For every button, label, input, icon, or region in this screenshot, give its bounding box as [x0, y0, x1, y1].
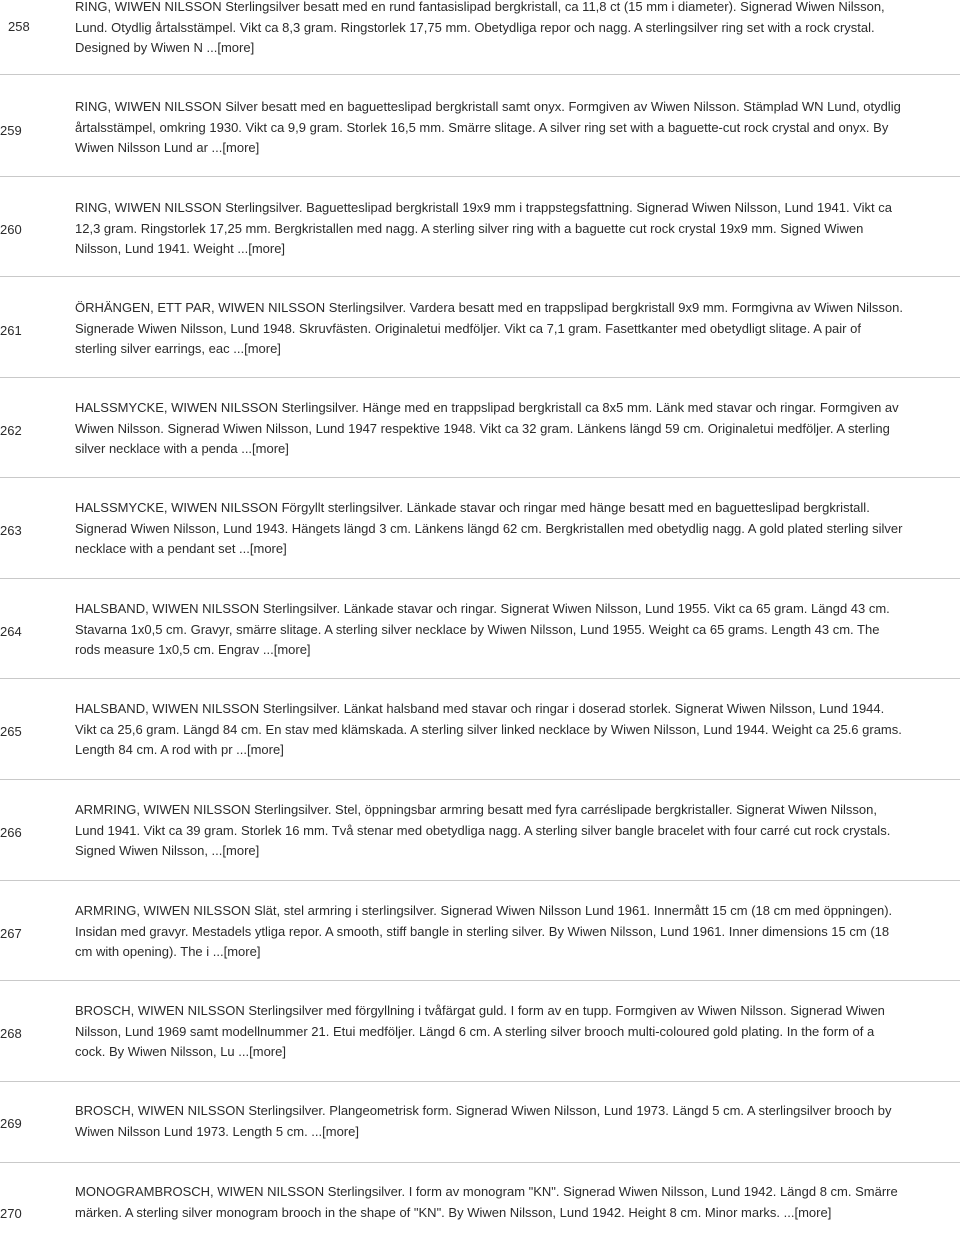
lot-description — [75, 800, 905, 862]
lot-row-268 — [0, 981, 960, 1081]
more-link[interactable]: [more] — [249, 541, 287, 556]
lot-row-264 — [0, 579, 960, 679]
lot-row-265 — [0, 679, 960, 779]
lot-row-259 — [0, 75, 960, 175]
lot-description — [75, 97, 905, 159]
more-link[interactable]: [more] — [223, 944, 261, 959]
more-link[interactable]: [more] — [249, 1044, 286, 1059]
lot-number: 263 — [0, 523, 22, 538]
lot-number: 261 — [0, 323, 22, 338]
lot-row-267 — [0, 881, 960, 981]
lot-description-text: RING, WIWEN NILSSON Sterlingsilver besatt med en rund fantasislipad bergkristall, ca 11,8 ct (15 mm i diameter). Signerad Wiwen Nilsson, Lund. Otydlig årtalsstämpel. Vikt ca 8,3 gram. Ringstorlek 17,75 mm. Obetydliga repor och nagg. A sterlingsilver ring set with a rock crystal. Designed by Wiwen N ... — [75, 0, 885, 55]
lot-row-263 — [0, 478, 960, 578]
lot-description-text: RING, WIWEN NILSSON Silver besatt med en baguetteslipad bergkristall samt onyx. Formgiven av Wiwen Nilsson. Stämplad WN Lund, otydlig årtalsstämpel, omkring 1930. Vikt ca 9,9 gram. Storlek 16,5 mm. Smärre slitage. A silver ring set with a baguette-cut rock crystal and onyx. By Wiwen Nilsson Lund ar ... — [75, 99, 901, 155]
lot-row-270 — [0, 1163, 960, 1260]
lot-row-262 — [0, 378, 960, 478]
lot-description — [75, 901, 905, 963]
more-link[interactable]: [more] — [217, 40, 255, 55]
more-link[interactable]: [more] — [273, 642, 311, 657]
lot-number: 260 — [0, 222, 22, 237]
lot-description — [75, 198, 905, 260]
more-link[interactable]: [more] — [248, 241, 286, 256]
lot-number: 262 — [0, 423, 22, 438]
lot-number: 264 — [0, 624, 22, 639]
lot-description-text: BROSCH, WIWEN NILSSON Sterlingsilver med förgyllning i tvåfärgat guld. I form av en tupp. Formgiven av Wiwen Nilsson. Signerad Wiwen Nilsson, Lund 1969 samt modellnummer 21. Etui medföljer. Längd 6 cm. A sterling silver brooch multi-coloured gold plating. In the form of a cock. By Wiwen Nilsson, Lu ... — [75, 1003, 885, 1059]
lot-description — [75, 398, 905, 460]
lot-description — [75, 0, 905, 59]
more-link[interactable]: [more] — [794, 1204, 832, 1220]
lot-description-text: ARMRING, WIWEN NILSSON Sterlingsilver. Stel, öppningsbar armring besatt med fyra carréslipade bergkristaller. Signerat Wiwen Nilsson, Lund 1941. Vikt ca 39 gram. Storlek 16 mm. Två stenar med obetydliga nagg. A sterling silver bangle bracelet with four carré cut rock crystals. Signed Wiwen Nilsson, ... — [75, 802, 891, 858]
more-link[interactable]: [more] — [222, 140, 260, 155]
more-link[interactable]: [more] — [246, 742, 284, 757]
lot-number: 267 — [0, 926, 22, 941]
lot-row-266 — [0, 780, 960, 880]
lot-number: 269 — [0, 1116, 22, 1131]
lot-number: 270 — [0, 1206, 22, 1221]
lot-number: 259 — [0, 123, 22, 138]
lot-description-text: HALSSMYCKE, WIWEN NILSSON Förgyllt sterlingsilver. Länkade stavar och ringar med hänge besatt med en baguetteslipad bergkristall. Signerad Wiwen Nilsson, Lund 1943. Hängets längd 3 cm. Länkens längd 62 cm. Bergkristallen med obetydlig nagg. A gold plated sterling silver necklace with a pendant set ... — [75, 500, 903, 556]
lot-number: 266 — [0, 825, 22, 840]
lot-description-text: RING, WIWEN NILSSON Sterlingsilver. Baguetteslipad bergkristall 19x9 mm i trappstegsfattning. Signerad Wiwen Nilsson, Lund 1941. Vikt ca 12,3 gram. Ringstorlek 17,25 mm. Bergkristallen med nagg. A sterling silver ring with a baguette cut rock crystal 19x9 mm. Signed Wiwen Nilsson, Lund 1941. Weight ... — [75, 200, 892, 256]
more-link[interactable]: [more] — [244, 341, 281, 356]
more-link[interactable]: [more] — [322, 1123, 359, 1139]
lot-description — [75, 599, 905, 661]
lot-number: 265 — [0, 724, 22, 739]
lot-description-text: MONOGRAMBROSCH, WIWEN NILSSON Sterlingsilver. I form av monogram "KN". Signerad Wiwen Nilsson, Lund 1942. Längd 8 cm. Smärre märken. A sterling silver monogram brooch in the shape of "KN". By Wiwen Nilsson, Lund 1942. Height 8 cm. Minor marks. ... — [75, 1184, 898, 1220]
lot-description-text: HALSSMYCKE, WIWEN NILSSON Sterlingsilver. Hänge med en trappslipad bergkristall ca 8x5 mm. Länk med stavar och ringar. Formgiven av Wiwen Nilsson. Signerad Wiwen Nilsson, Lund 1947 respektive 1948. Vikt ca 32 gram. Länkens längd 59 cm. Originaletui medföljer. A sterling silver necklace with a penda ... — [75, 400, 899, 456]
lot-row-258 — [0, 0, 960, 72]
lot-description-text: HALSBAND, WIWEN NILSSON Sterlingsilver. Länkade stavar och ringar. Signerat Wiwen Nilsson, Lund 1955. Vikt ca 65 gram. Längd 43 cm. Stavarna 1x0,5 cm. Gravyr, smärre slitage. A sterling silver necklace by Wiwen Nilsson, Lund 1955. Weight ca 65 grams. Length 43 cm. The rods measure 1x0,5 cm. Engrav ... — [75, 601, 890, 657]
lot-description — [75, 298, 905, 360]
lot-description-text: HALSBAND, WIWEN NILSSON Sterlingsilver. Länkat halsband med stavar och ringar i doserad storlek. Signerat Wiwen Nilsson, Lund 1944. Vikt ca 25,6 gram. Längd 84 cm. En stav med klämskada. A sterling silver linked necklace by Wiwen Nilsson, Lund 1944. Weight ca 25.6 grams. Length 84 cm. A rod with pr ... — [75, 701, 902, 757]
more-link[interactable]: [more] — [252, 441, 289, 456]
lot-description-text: ÖRHÄNGEN, ETT PAR, WIWEN NILSSON Sterlingsilver. Vardera besatt med en trappslipad bergkristall 9x9 mm. Formgivna av Wiwen Nilsson. Signerade Wiwen Nilsson, Lund 1948. Skruvfästen. Originaletui medföljer. Vikt ca 7,1 gram. Fasettkanter med obetydligt slitage. A pair of sterling silver earrings, eac ... — [75, 300, 903, 356]
lot-description — [75, 1001, 905, 1063]
lot-description — [75, 1101, 905, 1142]
more-link[interactable]: [more] — [222, 843, 260, 858]
lot-description — [75, 498, 905, 560]
lot-row-261 — [0, 277, 960, 377]
lot-number: 258 — [8, 19, 30, 34]
lot-number: 268 — [0, 1026, 22, 1041]
lot-row-269 — [0, 1082, 960, 1160]
lot-description-text: ARMRING, WIWEN NILSSON Slät, stel armring i sterlingsilver. Signerad Wiwen Nilsson Lund 1961. Innermått 15 cm (18 cm med öppningen). Insidan med gravyr. Mestadels ytliga repor. A smooth, stiff bangle in sterling silver. By Wiwen Nilsson, Lund 1961. Inner dimensions 15 cm (18 cm with opening). The i ... — [75, 903, 893, 959]
lot-row-260 — [0, 177, 960, 277]
lot-description — [75, 699, 905, 761]
lot-description-text: BROSCH, WIWEN NILSSON Sterlingsilver. Plangeometrisk form. Signerad Wiwen Nilsson, Lund 1973. Längd 5 cm. A sterlingsilver brooch by Wiwen Nilsson Lund 1973. Length 5 cm. ... — [75, 1103, 892, 1139]
lot-description — [75, 1182, 905, 1223]
